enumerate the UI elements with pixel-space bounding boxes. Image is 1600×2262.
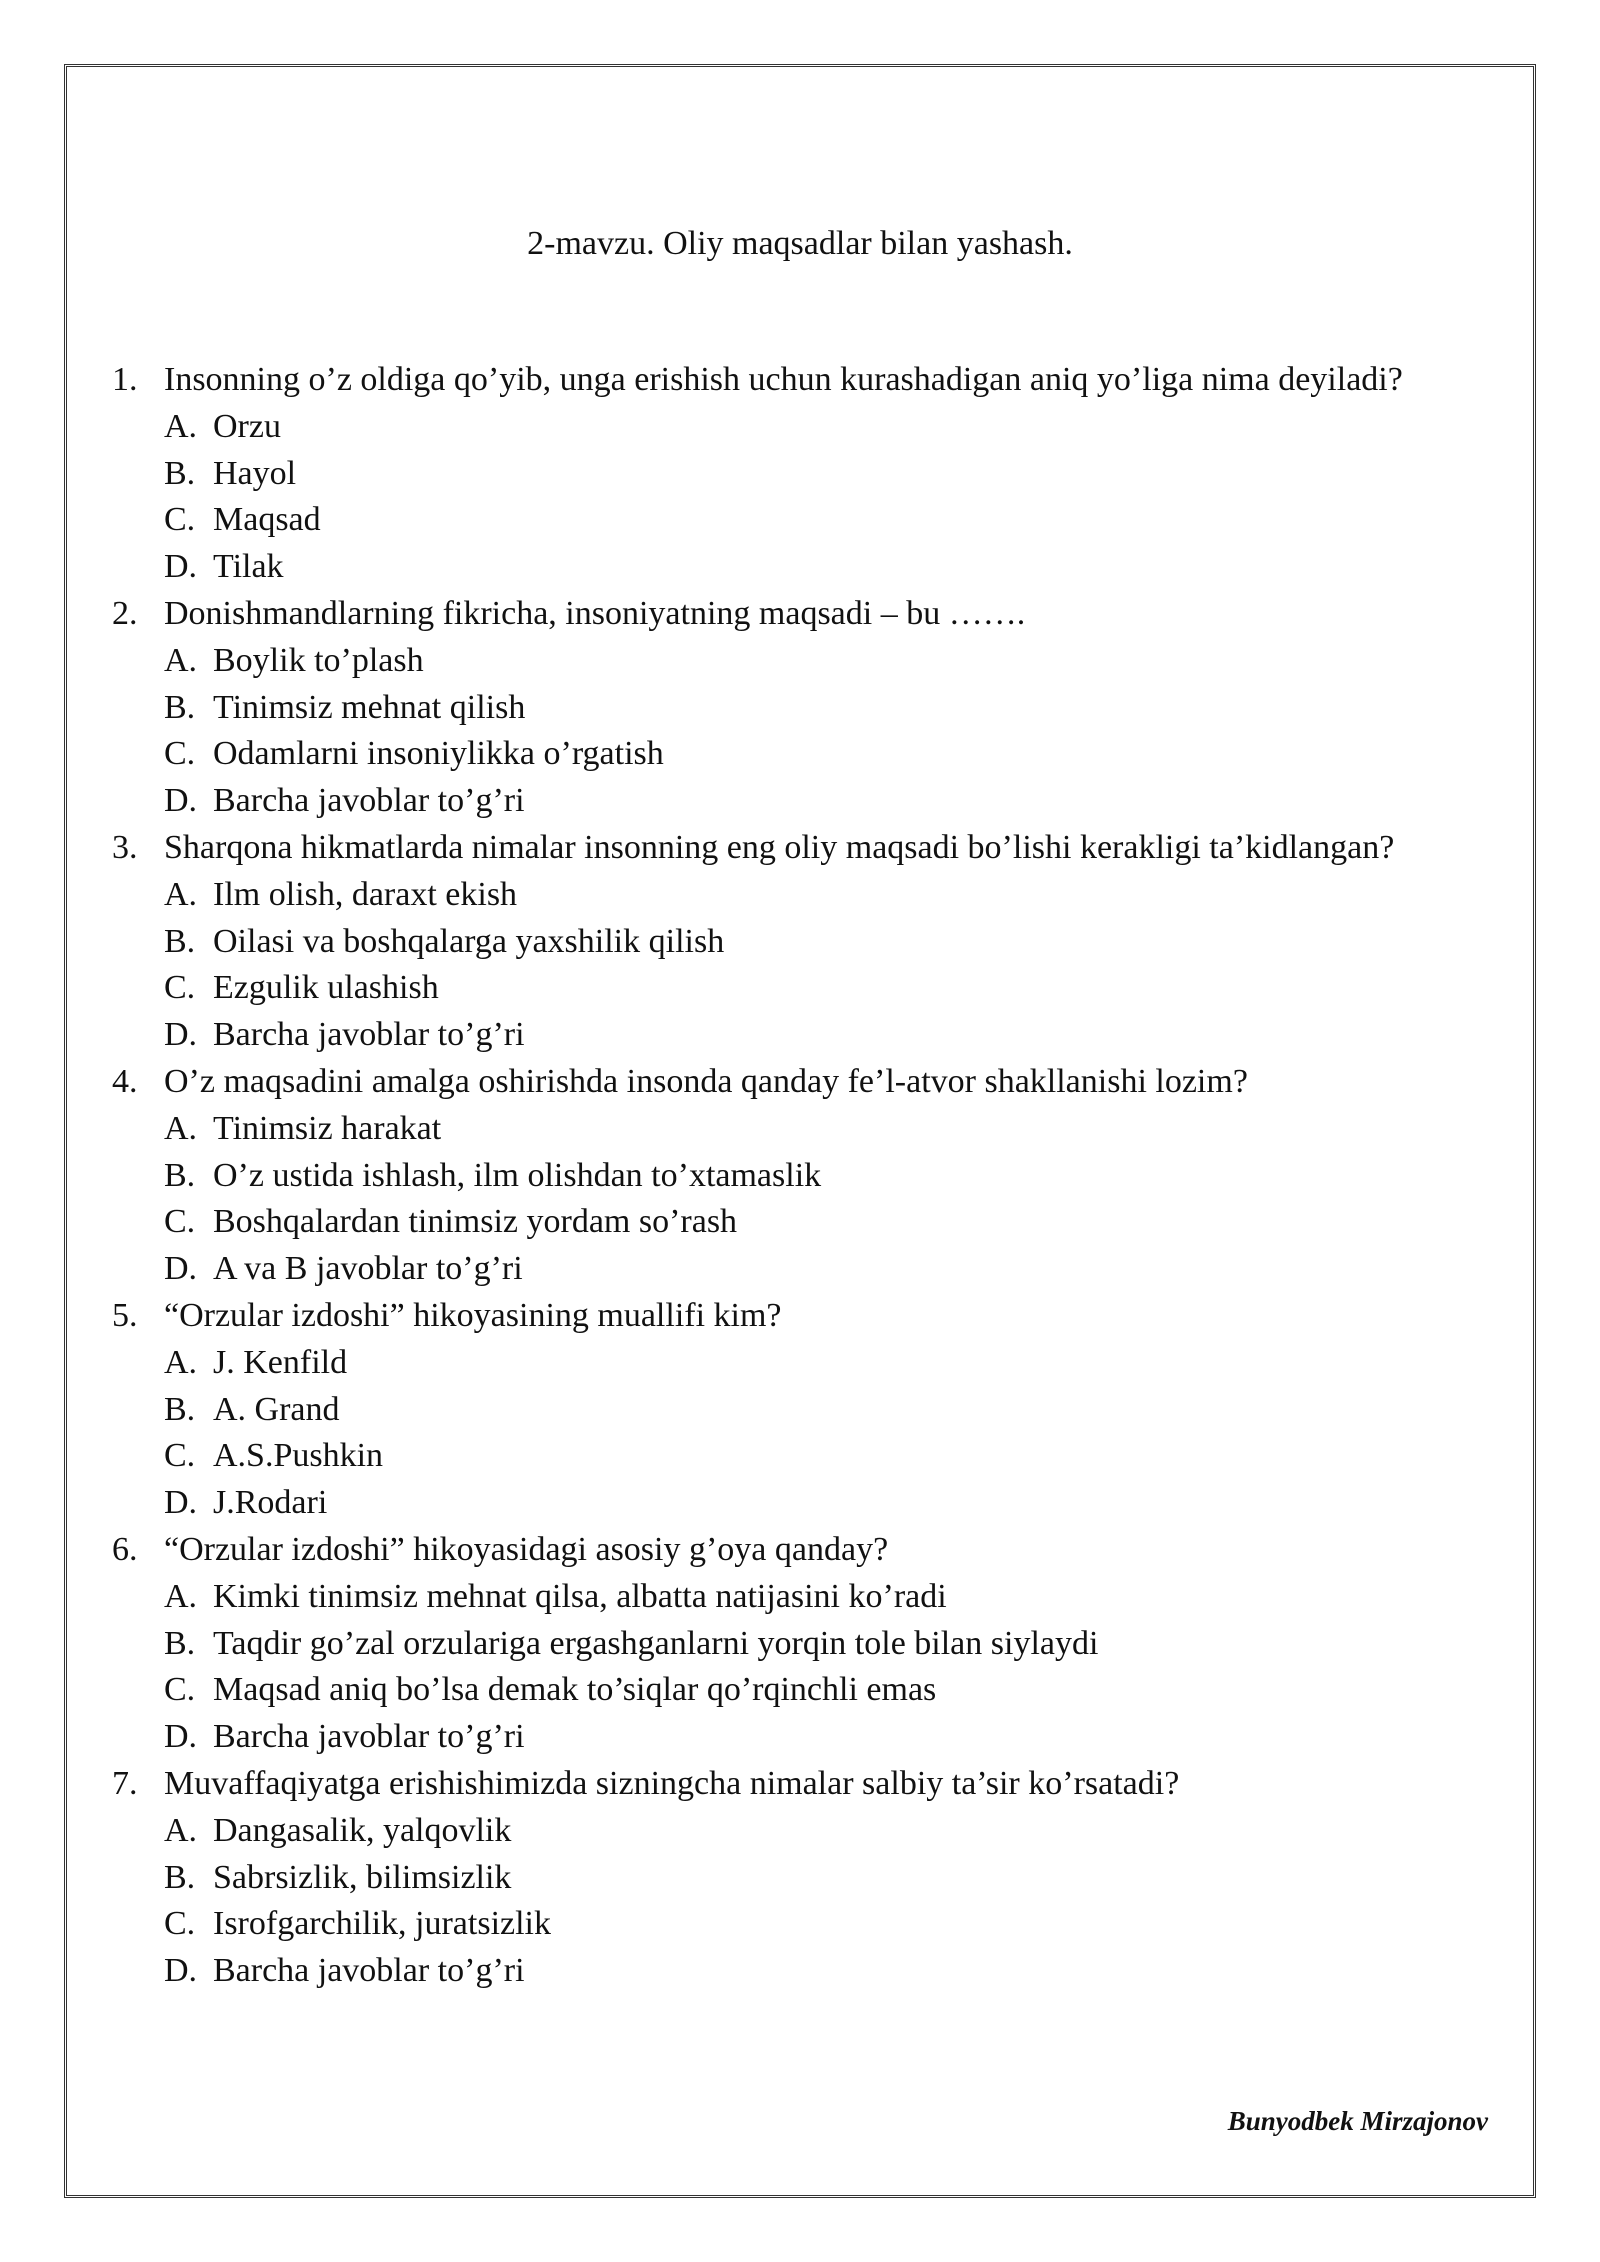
option-letter: C. (164, 1437, 196, 1475)
option-text: Sabrsizlik, bilimsizlik (213, 1858, 512, 1896)
option-text: Dangasalik, yalqovlik (213, 1811, 512, 1849)
option-letter: D. (164, 1016, 198, 1054)
option-letter: D. (164, 1718, 198, 1756)
option-text: Maqsad (213, 501, 321, 539)
option-letter: A. (164, 1343, 198, 1381)
question-body (164, 1293, 1488, 1527)
option-letter: C. (164, 1203, 196, 1241)
option-b (164, 685, 1488, 732)
option-letter: A. (164, 1109, 198, 1147)
option-list (164, 1808, 1488, 1995)
option-a (164, 1574, 1488, 1621)
option-text: J.Rodari (213, 1484, 328, 1522)
option-c (164, 731, 1488, 778)
question-7 (112, 1761, 1488, 1995)
option-list (164, 638, 1488, 825)
option-a (164, 1106, 1488, 1153)
option-letter: D. (164, 1484, 198, 1522)
option-b (164, 1621, 1488, 1668)
page-title: 2-mavzu. Oliy maqsadlar bilan yashash. (527, 225, 1073, 262)
question-list (112, 357, 1488, 1995)
option-letter: D. (164, 1952, 198, 1990)
question-number: 6. (112, 1530, 138, 1568)
option-b (164, 451, 1488, 498)
question-2 (112, 591, 1488, 825)
question-text: “Orzular izdoshi” hikoyasining muallifi kim? (164, 1296, 782, 1334)
option-list (164, 404, 1488, 591)
question-5 (112, 1293, 1488, 1527)
option-text: A. Grand (213, 1390, 340, 1428)
question-number: 1. (112, 361, 138, 398)
option-text: Boshqalardan tinimsiz yordam so’rash (213, 1203, 738, 1241)
option-text: Ezgulik ulashish (213, 969, 439, 1007)
option-list (164, 1106, 1488, 1293)
option-b (164, 1855, 1488, 1902)
option-c (164, 1433, 1488, 1480)
option-text: Tilak (213, 548, 284, 586)
option-text: Odamlarni insoniylikka o’rgatish (213, 735, 664, 773)
option-list (164, 1340, 1488, 1527)
question-text: O’z maqsadini amalga oshirishda insonda qanday fe’l-atvor shakllanishi lozim? (164, 1062, 1248, 1100)
option-b (164, 1153, 1488, 1200)
option-letter: B. (164, 688, 196, 726)
question-1 (112, 357, 1488, 591)
option-d (164, 544, 1488, 591)
option-b (164, 919, 1488, 966)
question-number: 7. (112, 1764, 138, 1802)
option-letter: A. (164, 641, 198, 679)
option-d (164, 778, 1488, 825)
option-text: A va B javoblar to’g’ri (213, 1250, 523, 1288)
question-number: 2. (112, 594, 138, 632)
option-text: Barcha javoblar to’g’ri (213, 1952, 525, 1990)
option-letter: B. (164, 1858, 196, 1896)
option-letter: A. (164, 1577, 198, 1615)
question-body (164, 1527, 1488, 1761)
question-body (164, 1761, 1488, 1995)
question-body (164, 1059, 1488, 1293)
question-body (164, 591, 1488, 825)
question-number: 4. (112, 1062, 138, 1100)
option-list (164, 1574, 1488, 1761)
question-4 (112, 1059, 1488, 1293)
option-a (164, 1808, 1488, 1855)
option-text: Taqdir go’zal orzulariga ergashganlarni yorqin tole bilan siylaydi (213, 1624, 1099, 1662)
option-letter: C. (164, 1671, 196, 1709)
option-d (164, 1714, 1488, 1761)
option-letter: B. (164, 1156, 196, 1194)
option-text: Maqsad aniq bo’lsa demak to’siqlar qo’rqinchli emas (213, 1671, 937, 1709)
option-letter: B. (164, 454, 196, 492)
option-a (164, 638, 1488, 685)
option-letter: A. (164, 875, 198, 913)
option-a (164, 404, 1488, 451)
question-text: Muvaffaqiyatga erishishimizda sizningcha nimalar salbiy ta’sir ko’rsatadi? (164, 1764, 1180, 1802)
option-letter: C. (164, 1905, 196, 1943)
option-letter: C. (164, 501, 196, 539)
question-text: Sharqona hikmatlarda nimalar insonning eng oliy maqsadi bo’lishi kerakligi ta’kidlangan? (164, 828, 1395, 866)
option-letter: C. (164, 735, 196, 773)
option-letter: B. (164, 922, 196, 960)
question-3 (112, 825, 1488, 1059)
option-d (164, 1948, 1488, 1995)
question-text: Insonning o’z oldiga qo’yib, unga erishish uchun kurashadigan aniq yo’liga nima deyiladi? (164, 361, 1403, 398)
option-d (164, 1012, 1488, 1059)
question-number: 5. (112, 1296, 138, 1334)
option-c (164, 1199, 1488, 1246)
option-d (164, 1480, 1488, 1527)
option-c (164, 965, 1488, 1012)
option-letter: A. (164, 1811, 198, 1849)
option-c (164, 497, 1488, 544)
option-text: Isrofgarchilik, juratsizlik (213, 1905, 552, 1943)
option-letter: B. (164, 1390, 196, 1428)
option-letter: C. (164, 969, 196, 1007)
question-text: “Orzular izdoshi” hikoyasidagi asosiy g’oya qanday? (164, 1530, 889, 1568)
option-text: Boylik to’plash (213, 641, 424, 679)
option-text: Hayol (213, 454, 297, 492)
question-body (164, 357, 1488, 591)
option-text: Barcha javoblar to’g’ri (213, 1718, 525, 1756)
option-letter: B. (164, 1624, 196, 1662)
question-text: Donishmandlarning fikricha, insoniyatning maqsadi – bu ……. (164, 594, 1026, 632)
option-letter: D. (164, 548, 198, 586)
option-text: Oilasi va boshqalarga yaxshilik qilish (213, 922, 725, 960)
option-text: Tinimsiz mehnat qilish (213, 688, 526, 726)
option-list (164, 872, 1488, 1059)
option-letter: A. (164, 407, 198, 445)
option-text: O’z ustida ishlash, ilm olishdan to’xtamaslik (213, 1156, 822, 1194)
option-b (164, 1387, 1488, 1434)
option-text: Barcha javoblar to’g’ri (213, 1016, 525, 1054)
author-signature: Bunyodbek Mirzajonov (1227, 2106, 1488, 2136)
option-text: Ilm olish, daraxt ekish (213, 875, 518, 913)
option-text: Barcha javoblar to’g’ri (213, 782, 525, 820)
option-c (164, 1667, 1488, 1714)
option-a (164, 1340, 1488, 1387)
option-text: Kimki tinimsiz mehnat qilsa, albatta natijasini ko’radi (213, 1577, 947, 1615)
question-body (164, 825, 1488, 1059)
question-number: 3. (112, 828, 138, 866)
option-letter: D. (164, 782, 198, 820)
question-6 (112, 1527, 1488, 1761)
option-letter: D. (164, 1250, 198, 1288)
option-text: A.S.Pushkin (213, 1437, 384, 1475)
option-text: J. Kenfild (213, 1343, 348, 1381)
option-d (164, 1246, 1488, 1293)
option-a (164, 872, 1488, 919)
option-text: Orzu (213, 407, 281, 445)
option-text: Tinimsiz harakat (213, 1109, 442, 1147)
option-c (164, 1901, 1488, 1948)
